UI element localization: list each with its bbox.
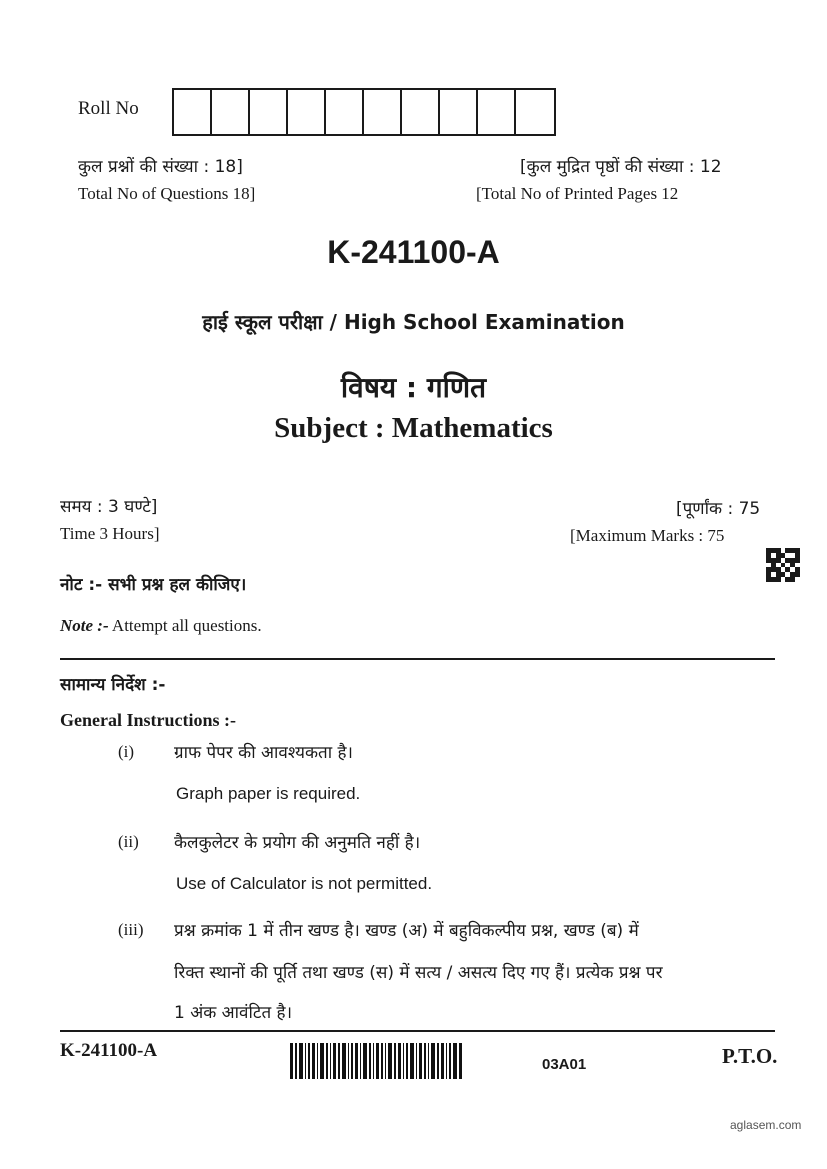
total-pages-english: [Total No of Printed Pages 12: [476, 184, 679, 203]
please-turn-over: P.T.O.: [722, 1044, 778, 1068]
instruction-text-hindi: रिक्त स्थानों की पूर्ति तथा खण्ड (स) में सत्य / असत्य दिए गए हैं। प्रत्येक प्रश्न पर: [174, 963, 663, 983]
instruction-number: (iii): [118, 920, 144, 939]
paper-code: K-241100-A: [327, 234, 500, 270]
roll-number-label: Roll No: [78, 98, 139, 119]
instruction-text-hindi: ग्राफ पेपर की आवश्यकता है।: [174, 743, 353, 763]
instruction-number: (ii): [118, 832, 139, 851]
instruction-text-hindi: प्रश्न क्रमांक 1 में तीन खण्ड है। खण्ड (अ) में बहुविकल्पीय प्रश्न, खण्ड (ब) में: [174, 921, 639, 941]
instruction-text-english: Use of Calculator is not permitted.: [176, 874, 433, 893]
watermark: aglasem.com: [730, 1118, 802, 1132]
total-pages-hindi: [कुल मुद्रित पृष्ठों की संख्या : 12: [520, 157, 722, 177]
subject-english: Subject : Mathematics: [274, 412, 553, 444]
roll-number-box: [288, 90, 326, 134]
roll-number-box: [516, 90, 554, 134]
note-label: Note :-: [60, 616, 109, 635]
roll-number-box: [440, 90, 478, 134]
roll-number-box: [174, 90, 212, 134]
roll-number-box: [326, 90, 364, 134]
instructions-heading-hindi: सामान्य निर्देश :-: [60, 675, 166, 695]
roll-number-boxes: [172, 88, 556, 136]
marks-hindi: [पूर्णांक : 75: [676, 499, 761, 519]
section-divider: [60, 658, 775, 660]
instruction-number: (i): [118, 742, 135, 761]
time-english: Time 3 Hours]: [60, 524, 160, 543]
marks-english: [Maximum Marks : 75: [570, 526, 725, 545]
roll-number-box: [402, 90, 440, 134]
roll-number-box: [212, 90, 250, 134]
roll-number-box: [478, 90, 516, 134]
subject-hindi: विषय : गणित: [340, 371, 487, 404]
total-questions-english: Total No of Questions 18]: [78, 184, 256, 203]
barcode-number: 03A01: [542, 1056, 587, 1073]
time-hindi: समय : 3 घण्टे]: [60, 497, 158, 517]
roll-number-box: [250, 90, 288, 134]
total-questions-hindi: कुल प्रश्नों की संख्या : 18]: [78, 157, 243, 177]
exam-title: हाई स्कूल परीक्षा / High School Examination: [202, 310, 625, 334]
instruction-text-english: Graph paper is required.: [176, 784, 361, 803]
note-text: Attempt all questions.: [108, 616, 262, 635]
qr-code-icon: [766, 548, 800, 582]
footer-paper-code: K-241100-A: [60, 1040, 158, 1061]
footer-divider: [60, 1030, 775, 1032]
instructions-heading-english: General Instructions :-: [60, 710, 236, 730]
barcode-icon: [290, 1043, 464, 1079]
note-hindi: नोट :- सभी प्रश्न हल कीजिए।: [60, 575, 247, 595]
instruction-text-hindi: 1 अंक आवंटित है।: [174, 1003, 293, 1023]
note-english: [60, 616, 262, 636]
roll-number-box: [364, 90, 402, 134]
instruction-text-hindi: कैलकुलेटर के प्रयोग की अनुमति नहीं है।: [174, 833, 421, 853]
